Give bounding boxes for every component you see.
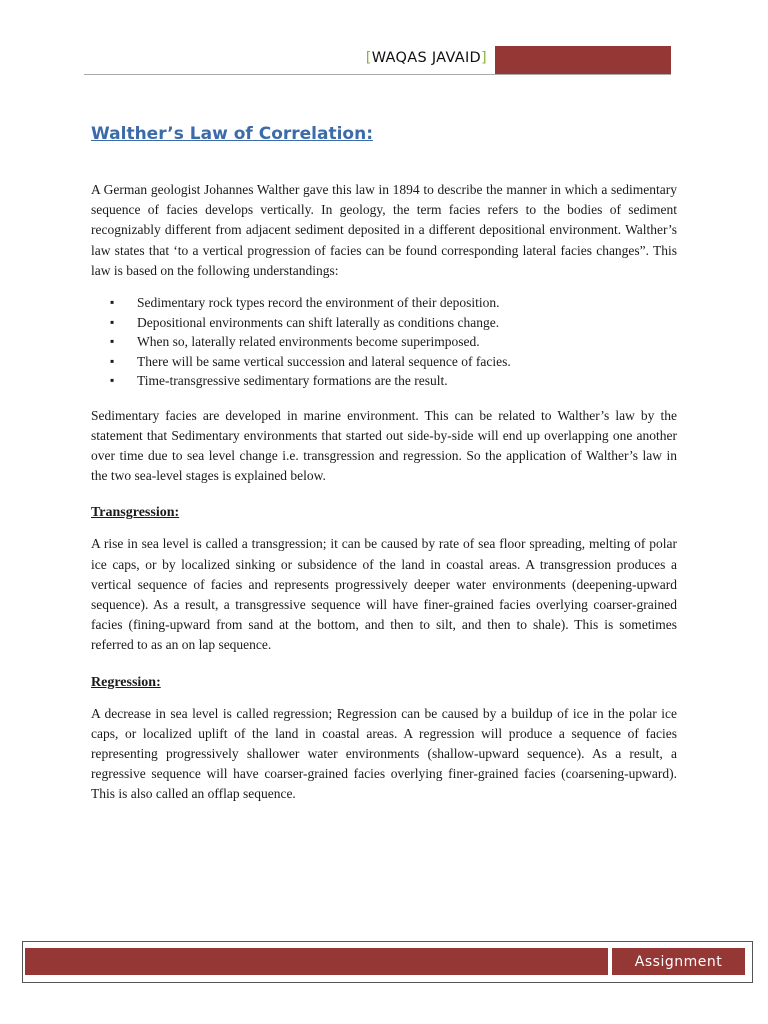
header-bracket-close: ] — [481, 50, 487, 66]
page-header — [84, 46, 671, 75]
header-author — [366, 50, 487, 66]
list-item: ▪ When so, laterally related environments become superimposed. — [91, 332, 677, 352]
regression-heading: Regression: — [91, 674, 161, 690]
list-item: ▪ There will be same vertical succession and lateral sequence of facies. — [91, 352, 677, 372]
author-name: WAQAS JAVAID — [371, 50, 482, 66]
document-title: Walther’s Law of Correlation: — [91, 124, 374, 144]
list-item: ▪ Depositional environments can shift laterally as conditions change. — [91, 313, 677, 333]
page-footer — [22, 941, 753, 983]
regression-paragraph: A decrease in sea level is called regression; Regression can be caused by a buildup of ice in the polar ice caps, or localized uplift of the land in coastal areas. A regression will produce a sequence of facies representing progressively shallower water environments (shallow-upward sequence). As a result, a regressive sequence will have coarser-grained facies overlying finer-grained facies (coarsening-upward). This is also called an offlap sequence. — [91, 705, 677, 802]
header-accent-bar — [495, 46, 671, 74]
list-item: ▪ Sedimentary rock types record the environment of their deposition. — [91, 293, 677, 313]
list-item: ▪ Time-transgressive sedimentary formations are the result. — [91, 371, 677, 391]
understandings-list — [91, 293, 677, 391]
marine-paragraph: Sedimentary facies are developed in marine environment. This can be related to Walther’s law by the statement that Sedimentary environments that started out side-by-side will end up overlapping one another over time due to sea level change i.e. transgression and regression. So the application of Walther’s law in the two sea-level stages is explained below. — [91, 407, 677, 484]
document-body — [91, 180, 677, 805]
footer-accent-bar — [25, 948, 608, 975]
footer-label: Assignment — [612, 948, 745, 975]
intro-paragraph: A German geologist Johannes Walther gave this law in 1894 to describe the manner in which a sedimentary sequence of facies develops vertically. In geology, the term facies refers to the bodies of sediment recognizably different from adjacent sediment deposited in a different depositional environment. Walther’s law states that ‘to a vertical progression of facies can be found corresponding lateral facies changes”. This law is based on the following understandings: — [91, 182, 677, 278]
transgression-paragraph: A rise in sea level is called a transgression; it can be caused by rate of sea floor spreading, melting of polar ice caps, or by localized sinking or subsidence of the land in coastal areas. A transgression produces a vertical sequence of facies and represents progressively deeper water environments (deepening-upward sequence). As a result, a transgressive sequence will have finer-grained facies overlying coarser-grained facies (fining-upward from sand at the bottom, and then to silt, and then to shale). This is sometimes referred to as an on lap sequence. — [91, 536, 677, 653]
transgression-heading: Transgression: — [91, 505, 180, 521]
header-bracket-open: [ — [365, 50, 372, 66]
